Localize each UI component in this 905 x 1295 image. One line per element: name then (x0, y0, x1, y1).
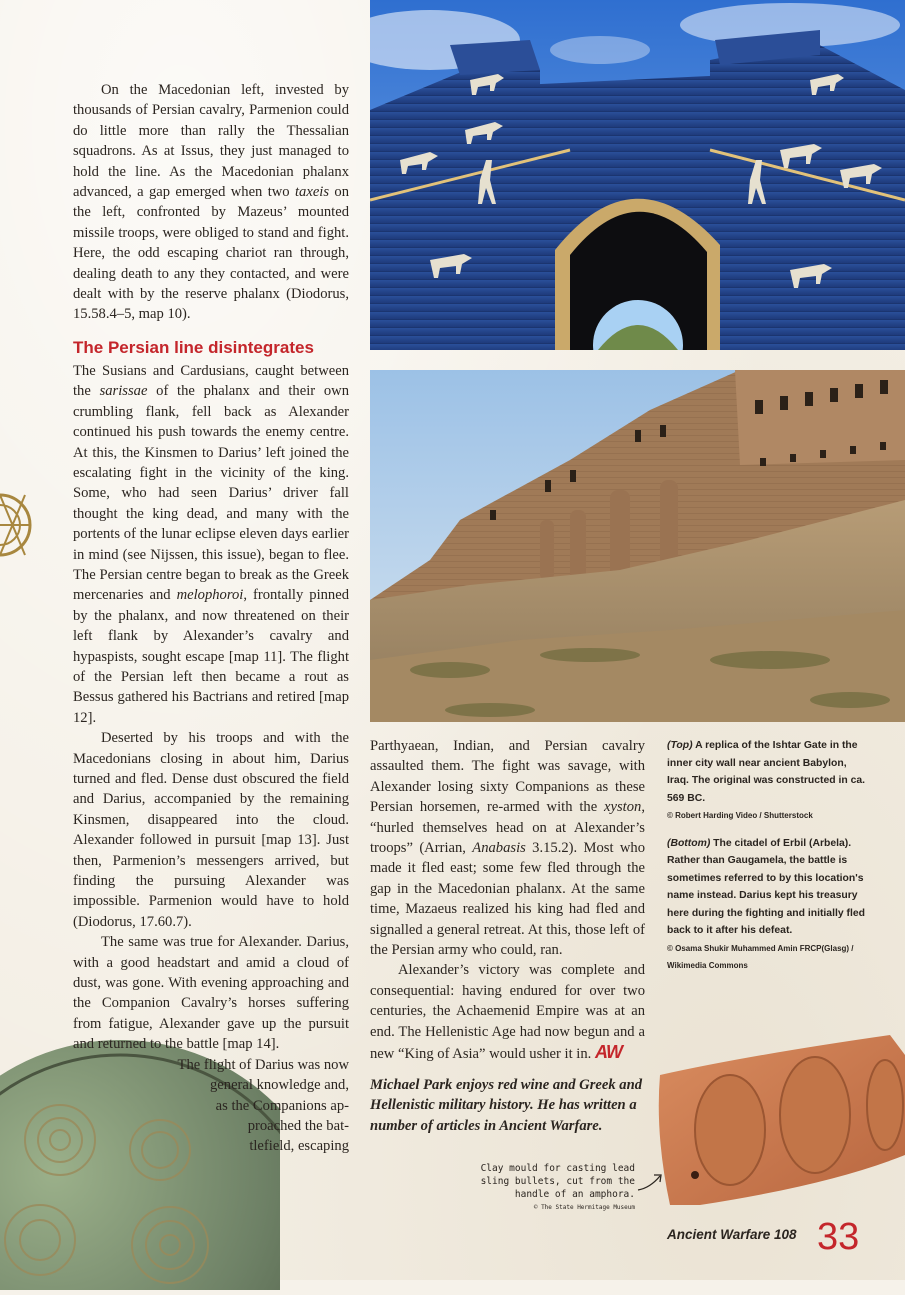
wrap-line: proached the bat- (247, 1117, 349, 1134)
caption-top-label: (Top) (667, 740, 693, 751)
erbil-citadel-photo (370, 370, 905, 722)
paragraph-text-1b: on the left, confronted by Mazeus’ mounted missile troops, were obliged to stand and fight. Here, the odd escaping chariot ran through, dealing death to any they contacted, and were dealt with by the reserve phalanx (Diodorus, 15.58.4–5, map 10). (73, 184, 349, 323)
paragraph (73, 80, 349, 325)
ishtar-gate-photo (370, 0, 905, 350)
page-number: 33 (817, 1216, 860, 1258)
caption-bottom (667, 835, 867, 940)
arrow-icon (636, 1170, 666, 1194)
caption-bottom-label: (Bottom) (667, 837, 711, 849)
middle-text-column (370, 736, 645, 1065)
paragraph (370, 960, 645, 1064)
page-footer (667, 1218, 867, 1262)
section-heading: The Persian line disintegrates (73, 337, 314, 357)
caption-top (667, 737, 867, 807)
aw-end-mark: AW (594, 1042, 622, 1063)
author-bio: Michael Park enjoys red wine and Greek and Hellenistic military history. He has written a number of articles in Ancient Warfare. (370, 1077, 643, 1134)
paragraph: Parthyaean, Indian, and Persian cavalry assaulted them. The fight was savage, with Alexander losing sixty Companions as these Persian horsemen, re-armed with the xyston, “hurled themselves head on at Alexander’s troops” (Arrian, Anabasis 3.15.2). Most who made it fled east; some few fled through the gap in the Macedonian phalanx. At the same time, Mazaeus realized his king had fled and signalled a general retreat. At this, those left of the Persian army who could, ran. (370, 738, 646, 959)
term-taxeis: taxeis (294, 184, 330, 201)
left-text-column (73, 80, 349, 1157)
wrap-line: as the Companions ap- (215, 1097, 349, 1114)
paragraph-wrap (73, 1055, 349, 1157)
wrap-line: general knowledge and, (210, 1077, 349, 1094)
mould-caption-credit: © The State Hermitage Museum (533, 1204, 635, 1211)
caption-top-text: A replica of the Ishtar Gate in the inner city wall near ancient Babylon, Iraq. The original was constructed in ca. 569 BC. (667, 740, 866, 804)
closing-paragraph-text: Alexander’s victory was complete and consequential: having endured for over two centuries, the Achaemenid Empire was at an end. The Hellenistic Age had now begun and a new “King of Asia” would usher it in. (370, 962, 645, 1063)
wrap-line: tlefield, escaping (249, 1138, 349, 1155)
journal-title: Ancient Warfare 108 (667, 1227, 797, 1242)
mould-caption-text: Clay mould for casting lead sling bullets, cut from the handle of an amphora. (480, 1163, 635, 1200)
caption-bottom-credit: © Osama Shukir Muhammed Amin FRCP(Glasg) / Wikimedia Commons (667, 943, 854, 970)
photo-captions (667, 737, 867, 975)
paragraph: The same was true for Alexander. Darius, with a good headstart and amid a cloud of dust, was gone. With evening approaching and the Companion Cavalry’s horses suffering from fatigue, Alexander gave up the pursuit and returned to the battle [map 14]. (73, 934, 349, 1053)
mould-caption (470, 1162, 635, 1214)
bronze-ornament-image (0, 470, 36, 580)
caption-bottom-text: The citadel of Erbil (Arbela). Rather than Gaugamela, the battle is sometimes referred to by this location's name instead. Darius kept his treasury here during the fighting and initially fled back to it after his defeat. (667, 837, 866, 936)
caption-top-credit: © Robert Harding Video / Shutterstock (667, 811, 813, 820)
paragraph: The Susians and Cardusians, caught between the sarissae of the phalanx and their own crumbling flank, fell back as Alexander continued his push towards the enemy centre. At this, the Kinsmen to Darius’ left joined the escalating fight in the vicinity of the king. Some, who had seen Darius’ driver fall thought the king dead, and many with the portents of the lunar eclipse eleven days earlier in mind (see Nijssen, this issue), began to flee. The Persian centre began to break as the Greek mercenaries and melophoroi, frontally pinned by the phalanx, and now threatened on their left flank by Alexander’s cavalry and hypaspists, sought escape [map 11]. The flight of the Persian left then became a rout as Bessus gathered his Bactrians and retired [map 12]. (73, 362, 349, 726)
paragraph: Deserted by his troops and with the Macedonians closing in about him, Darius turned and fled. Dense dust obscured the field and Darius, accompanied by the remaining Kinsmen, disappeared into the cloud. Alexander followed in pursuit [map 13]. Just then, Parmenion’s messengers arrived, but finding the pursuing Alexander was impossible. Parmenion would have to hold (Diodorus, 17.60.7). (73, 730, 349, 930)
wrap-line: The flight of Darius was now (177, 1056, 349, 1073)
paragraph-text-1a: On the Macedonian left, invested by thousands of Persian cavalry, Parmenion could do little more than rally the Thessalian squadrons. As at Issus, they just managed to hold the line. As the Macedonian phalanx advanced, a gap emerged when two (73, 82, 349, 201)
clay-mould-image (650, 1035, 905, 1215)
